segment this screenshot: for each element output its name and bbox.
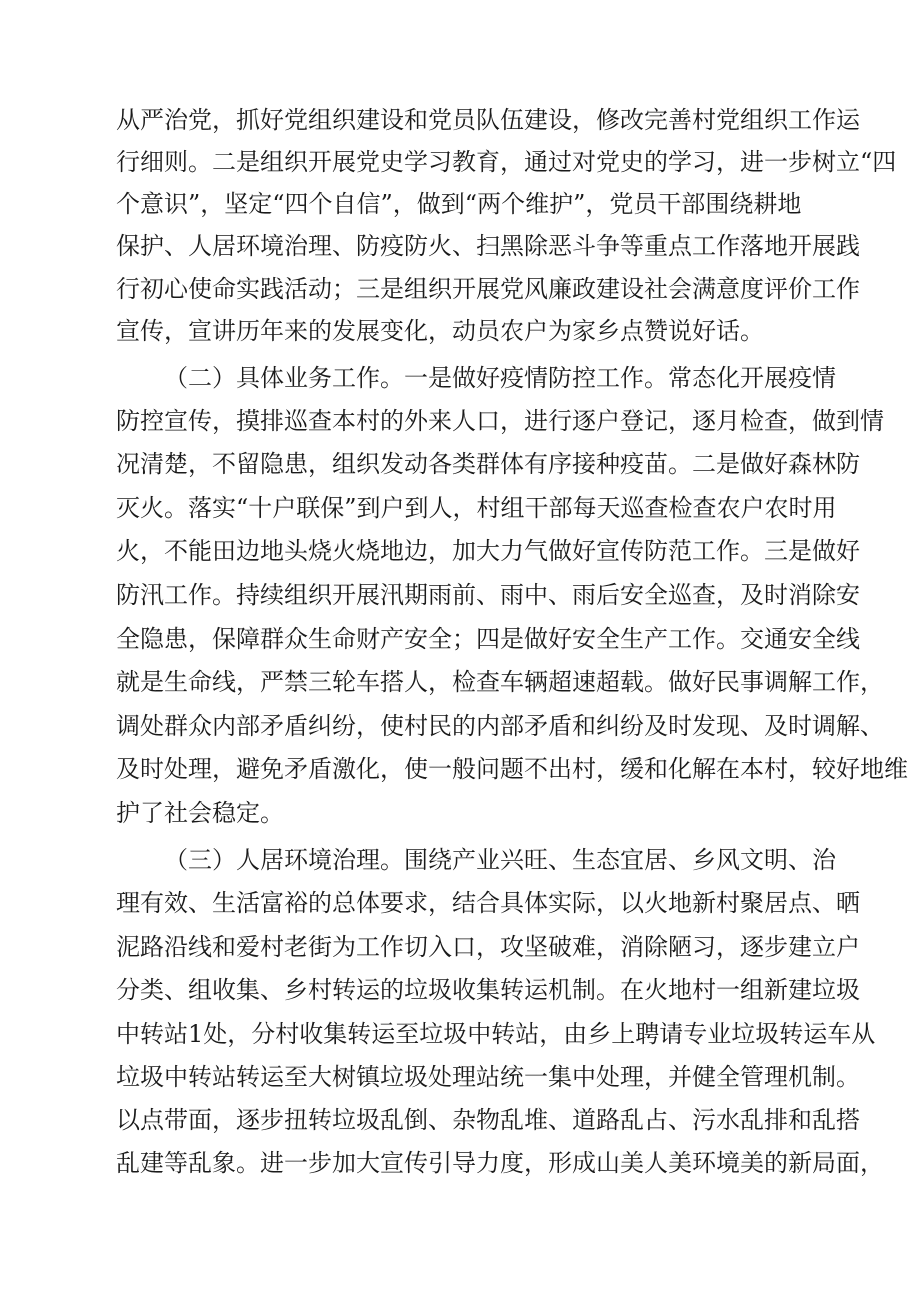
- text-line: 宣传，宣讲历年来的发展变化，动员农户为家乡点赞说好话。: [116, 317, 764, 345]
- text-line: 个意识”，坚定“四个自信”，做到“两个维护”，党员干部围绕耕地: [116, 190, 802, 218]
- text-line: 行初心使命实践活动；三是组织开展党风廉政建设社会满意度评价工作: [116, 275, 860, 303]
- text-line: 以点带面，逐步扭转垃圾乱倒、杂物乱堆、道路乱占、污水乱排和乱搭: [116, 1106, 860, 1134]
- text-line: 况清楚，不留隐患，组织发动各类群体有序接种疫苗。二是做好森林防: [116, 450, 860, 478]
- text-line: 泥路沿线和爱村老街为工作切入口，攻坚破难，消除陋习，逐步建立户: [116, 933, 860, 961]
- paragraph-heading-line: （三）人居环境治理。围绕产业兴旺、生态宜居、乡风文明、治: [164, 846, 836, 874]
- text-line: 调处群众内部矛盾纠纷，使村民的内部矛盾和纠纷及时发现、及时调解、: [116, 712, 884, 740]
- text-line: 理有效、生活富裕的总体要求，结合具体实际，以火地新村聚居点、晒: [116, 889, 860, 917]
- text-line: 乱建等乱象。进一步加大宣传引导力度，形成山美人美环境美的新局面，: [116, 1149, 884, 1177]
- text-line: 分类、组收集、乡村转运的垃圾收集转运机制。在火地村一组新建垃圾: [116, 976, 860, 1004]
- text-line: 防控宣传，摸排巡查本村的外来人口，进行逐户登记，逐月检查，做到情: [116, 407, 884, 435]
- text-line: 灭火。落实“十户联保”到户到人，村组干部每天巡查检查农户农时用: [116, 494, 837, 522]
- text-line: 中转站1处，分村收集转运至垃圾中转站，由乡上聘请专业垃圾转运车从: [116, 1020, 876, 1048]
- paragraph-heading-line: （二）具体业务工作。一是做好疫情防控工作。常态化开展疫情: [164, 364, 836, 392]
- text-line: 护了社会稳定。: [116, 799, 284, 827]
- text-line: 从严治党，抓好党组织建设和党员队伍建设，修改完善村党组织工作运: [116, 106, 860, 134]
- text-line: 行细则。二是组织开展党史学习教育，通过对党史的学习，进一步树立“四: [116, 148, 897, 176]
- text-line: 就是生命线，严禁三轮车搭人，检查车辆超速超载。做好民事调解工作，: [116, 668, 884, 696]
- text-line: 火，不能田边地头烧火烧地边，加大力气做好宣传防范工作。三是做好: [116, 537, 860, 565]
- text-line: 及时处理，避免矛盾激化，使一般问题不出村，缓和化解在本村，较好地维: [116, 755, 908, 783]
- text-line: 垃圾中转站转运至大树镇垃圾处理站统一集中处理，并健全管理机制。: [116, 1063, 860, 1091]
- text-line: 保护、人居环境治理、防疫防火、扫黑除恶斗争等重点工作落地开展践: [116, 232, 860, 260]
- text-line: 防汛工作。持续组织开展汛期雨前、雨中、雨后安全巡查，及时消除安: [116, 581, 860, 609]
- text-line: 全隐患，保障群众生命财产安全；四是做好安全生产工作。交通安全线: [116, 625, 860, 653]
